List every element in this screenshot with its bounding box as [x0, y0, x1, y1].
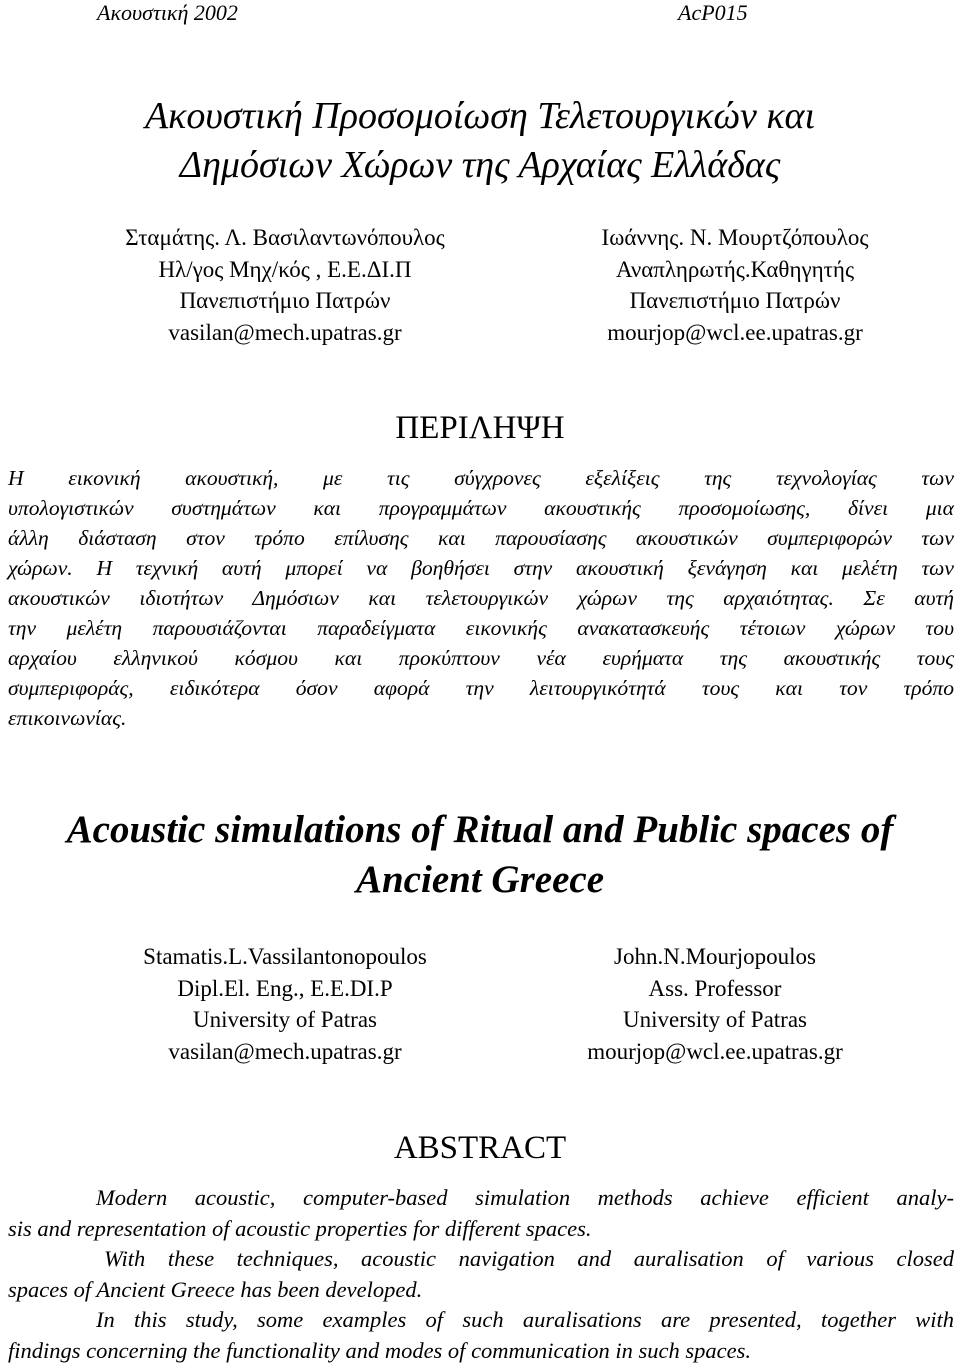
english-abstract-heading: ABSTRACT [393, 1130, 567, 1166]
abstract-line: sis and representation of acoustic properties for different spaces. [8, 1215, 592, 1241]
author-email: vasilan@mech.upatras.gr [168, 1038, 402, 1064]
abstract-line: υπολογιστικών συστημάτων και προγραμμάτων ακουστικής προσομοίωσης, δίνει μια [8, 496, 954, 520]
paper-id: AcP015 [678, 0, 748, 25]
author-name: Σταμάτης. Λ. Βασιλαντωνόπουλος [125, 225, 445, 250]
abstract-line: την μελέτη παρουσιάζονται παραδείγματα εικονικής ανακατασκευής τέτοιων χώρων του [8, 616, 954, 640]
greek-title-line: Δημόσιων Χώρων της Αρχαίας Ελλάδας [179, 144, 781, 186]
greek-title-line: Ακουστική Προσομοίωση Τελετουργικών και [144, 95, 816, 137]
english-abstract-body [8, 1183, 954, 1366]
abstract-line: αρχαίου ελληνικού κόσμου και προκύπτουν νέα ευρήματα της ακουστικής τους [8, 646, 954, 670]
greek-author-1 [60, 222, 510, 348]
author-title: Ηλ/γος Μηχ/κός , Ε.Ε.ΔΙ.Π [158, 256, 412, 282]
author-affiliation: University of Patras [623, 1007, 807, 1032]
author-affiliation: Πανεπιστήμιο Πατρών [629, 288, 841, 313]
abstract-line: ακουστικών ιδιοτήτων Δημόσιων και τελετουργικών χώρων της αρχαιότητας. Σε αυτή [8, 586, 954, 610]
english-author-1 [60, 941, 510, 1067]
abstract-line: Η εικονική ακουστική, με τις σύγχρονες εξελίξεις της τεχνολογίας των [8, 466, 954, 490]
abstract-line: findings concerning the functionality and modes of communication in such spaces. [8, 1337, 752, 1363]
english-title-line: Acoustic simulations of Ritual and Public spaces of [66, 808, 894, 851]
abstract-line: With these techniques, acoustic navigation and auralisation of various closed [104, 1246, 954, 1271]
abstract-line: In this study, some examples of such auralisations are presented, together with [96, 1307, 954, 1332]
author-title: Dipl.El. Eng., E.E.DI.P [177, 975, 393, 1001]
abstract-line: spaces of Ancient Greece has been developed. [8, 1276, 423, 1302]
conference-name: Ακουστική 2002 [97, 0, 238, 25]
greek-abstract-body [8, 463, 954, 733]
greek-abstract-heading: ΠΕΡΙΛΗΨΗ [395, 410, 565, 446]
running-header [0, 0, 960, 30]
author-name: Ιωάννης. Ν. Μουρτζόπουλος [601, 225, 869, 250]
author-email: mourjop@wcl.ee.upatras.gr [607, 319, 863, 345]
author-affiliation: Πανεπιστήμιο Πατρών [179, 288, 391, 313]
abstract-line: συμπεριφοράς, ειδικότερα όσον αφορά την λειτουργικότητά τους και τον τρόπο [8, 676, 954, 700]
english-title [0, 805, 960, 905]
author-email: mourjop@wcl.ee.upatras.gr [587, 1038, 843, 1064]
author-title: Ass. Professor [648, 975, 782, 1001]
author-email: vasilan@mech.upatras.gr [168, 319, 402, 345]
author-name: John.N.Mourjopoulos [614, 944, 816, 969]
english-author-2 [505, 941, 925, 1067]
greek-title [20, 92, 940, 190]
abstract-line: άλλη διάσταση στον τρόπο επίλυσης και παρουσίασης ακουστικών συμπεριφορών των [8, 526, 954, 550]
author-name: Stamatis.L.Vassilantonopoulos [143, 944, 427, 969]
greek-author-2 [535, 222, 935, 348]
english-title-line: Ancient Greece [355, 858, 604, 901]
abstract-line: επικοινωνίας. [8, 706, 127, 730]
abstract-line: Modern acoustic, computer-based simulation methods achieve efficient analy- [96, 1185, 954, 1210]
abstract-line: χώρων. Η τεχνική αυτή μπορεί να βοηθήσει στην ακουστική ξενάγηση και μελέτη των [8, 556, 954, 580]
author-affiliation: University of Patras [193, 1007, 377, 1032]
author-title: Αναπληρωτής.Καθηγητής [615, 256, 855, 282]
